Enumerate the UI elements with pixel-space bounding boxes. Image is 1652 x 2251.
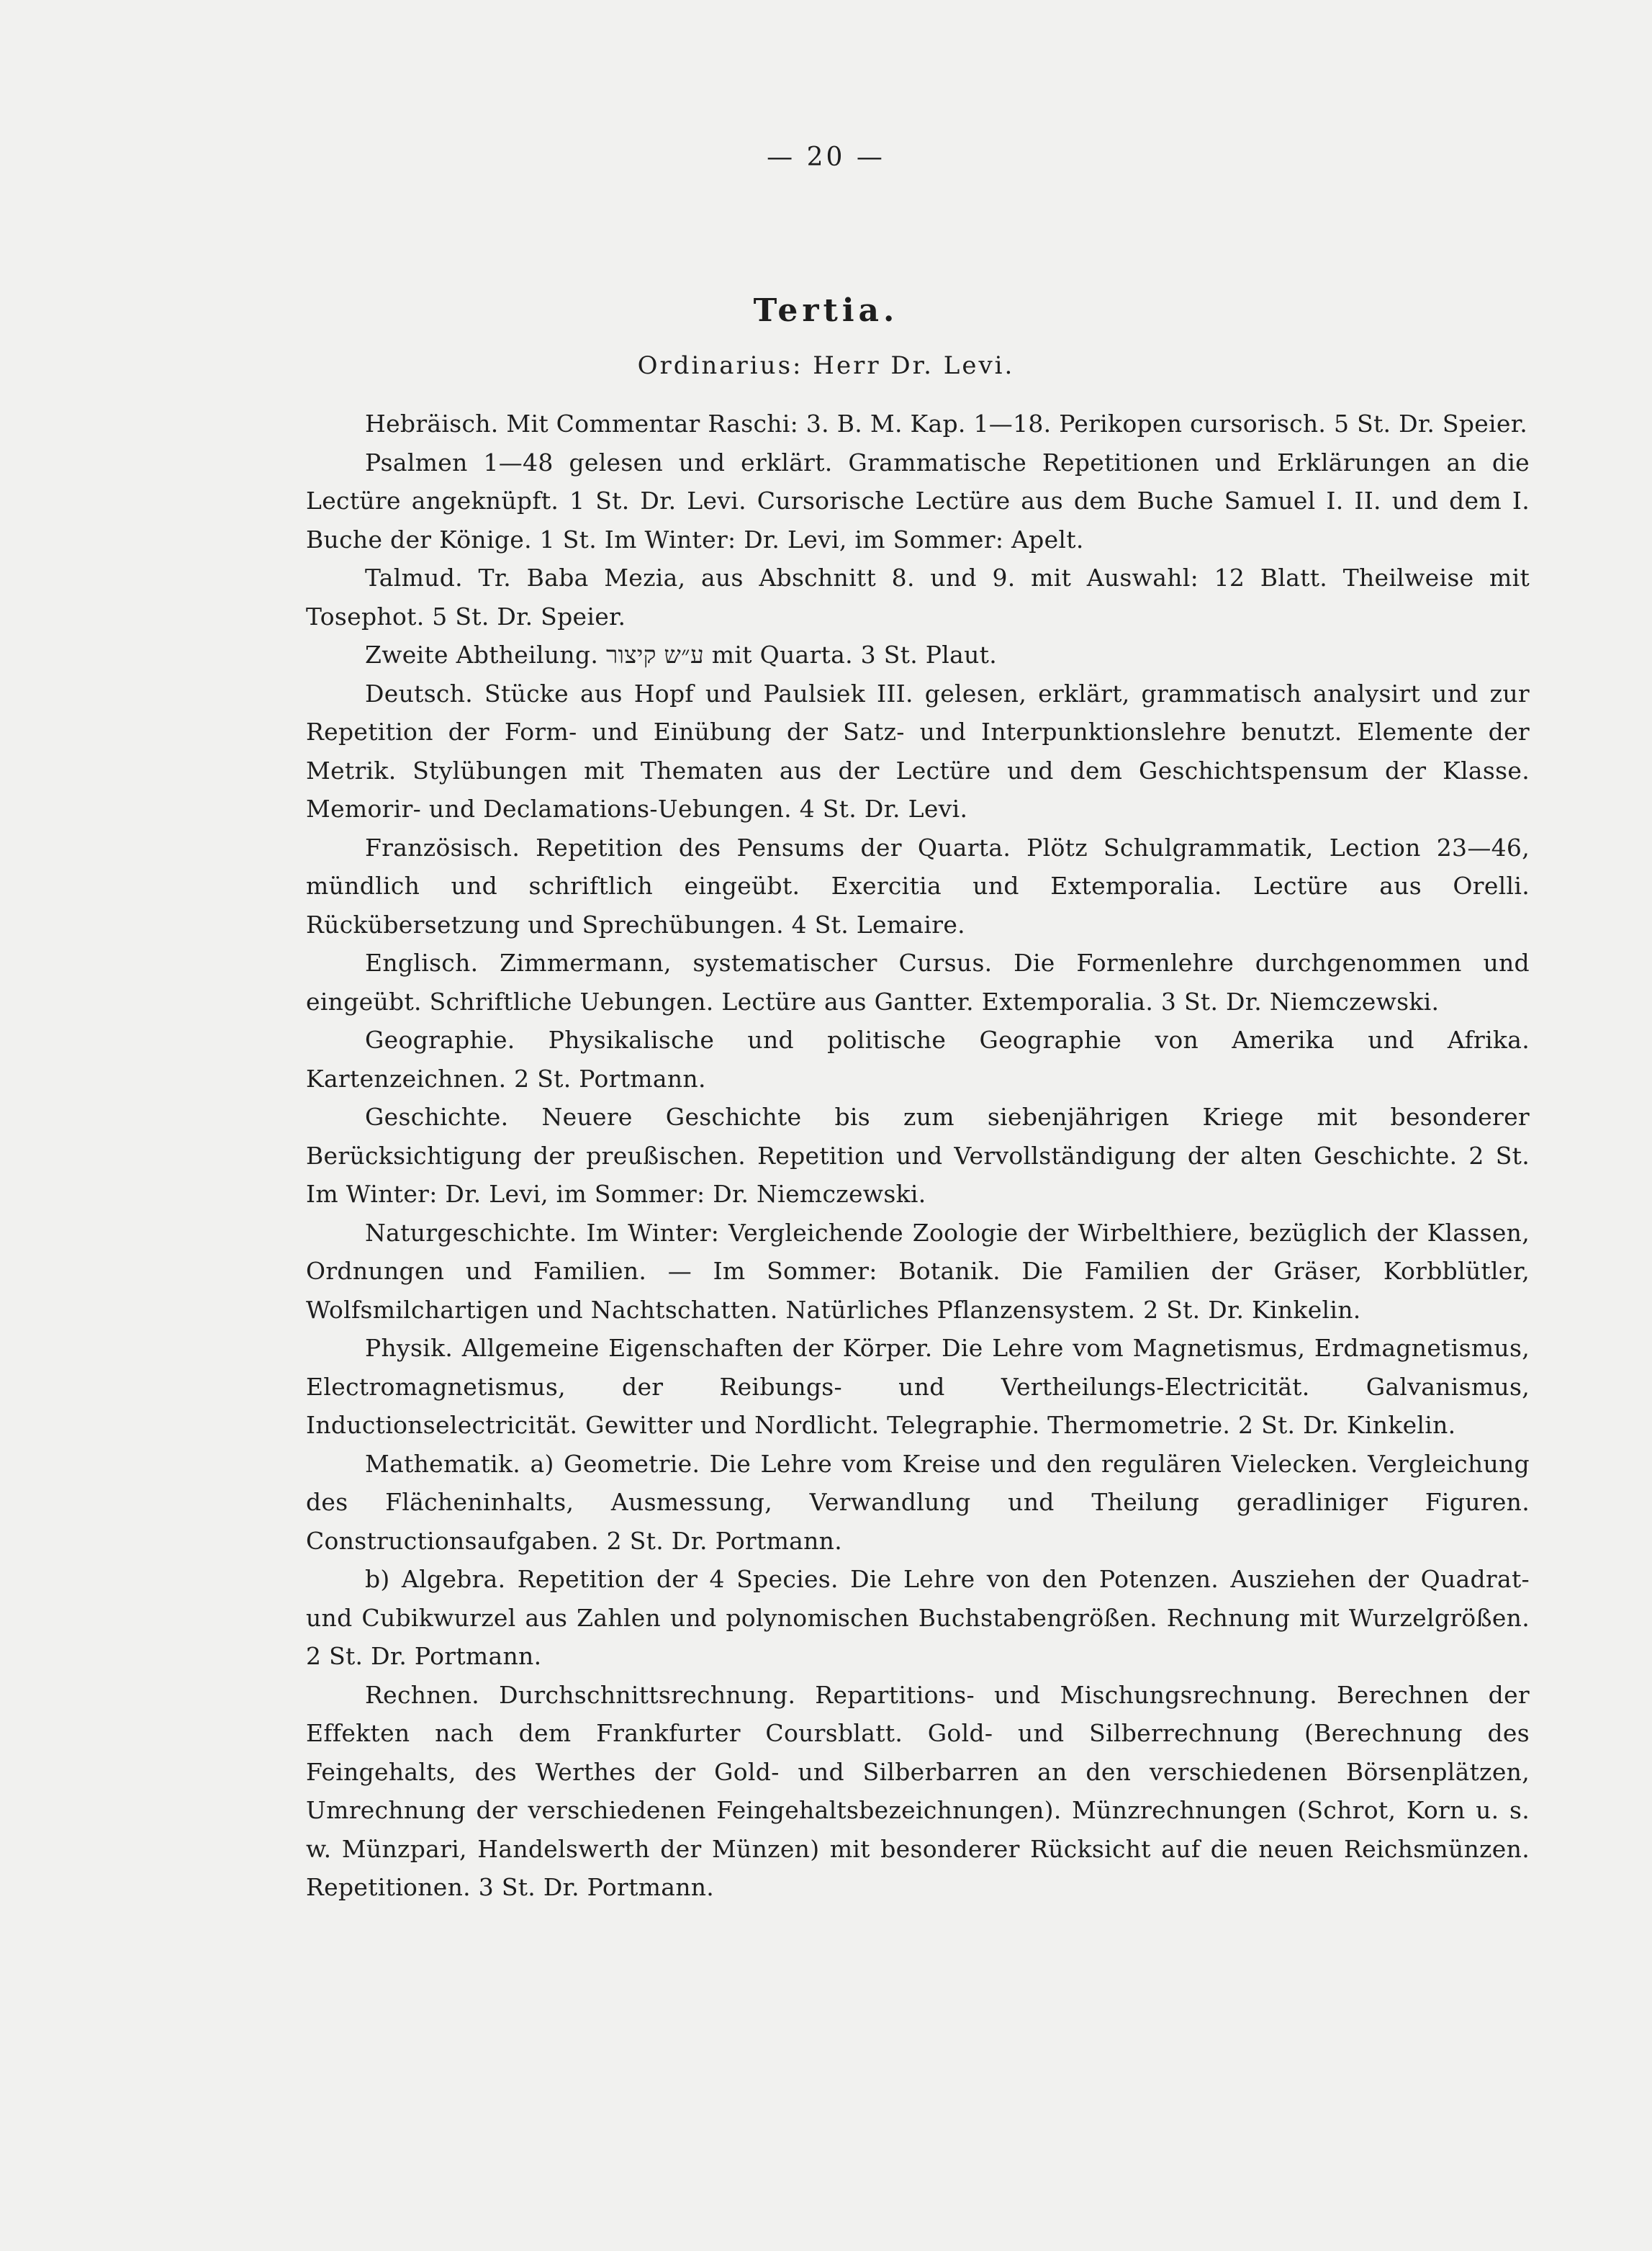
- paragraph-franzoesisch: Französisch. Repetition des Pensums der Quarta. Plötz Schulgrammatik, Lection 23—46, mündlich und schriftlich eingeübt. Exercitia und Extemporalia. Lectüre aus Orelli. Rückübersetzung und Sprechübungen. 4 St. Lemaire.: [306, 833, 1530, 939]
- paragraph-psalmen: Psalmen 1—48 gelesen und erklärt. Grammatische Repetitionen und Erklärungen an die Lectüre angeknüpft. 1 St. Dr. Levi. Cursorische Lectüre aus dem Buche Samuel I. II. und dem I. Buche der Könige. 1 St. Im Winter: Dr. Levi, im Sommer: Apelt.: [306, 448, 1530, 554]
- paragraph-zweite-abtheilung: Zweite Abtheilung. ע״ש קיצור mit Quarta. 3 St. Plaut.: [365, 641, 998, 669]
- section-title: Tertia.: [753, 292, 899, 329]
- paragraph-mathematik-algebra: b) Algebra. Repetition der 4 Species. Die Lehre von den Potenzen. Ausziehen der Quadrat- und Cubikwurzel aus Zahlen und polynomischen Buchstabengrößen. Rechnung mit Wurzelgrößen. 2 St. Dr. Portmann.: [306, 1565, 1530, 1670]
- paragraph-englisch: Englisch. Zimmermann, systematischer Cursus. Die Formenlehre durchgenommen und eingeübt. Schriftliche Uebungen. Lectüre aus Gantter. Extemporalia. 3 St. Dr. Niemczewski.: [306, 949, 1530, 1016]
- document-body: [306, 405, 1530, 1907]
- page-number: — 20 —: [767, 143, 885, 172]
- paragraph-geographie: Geographie. Physikalische und politische Geographie von Amerika und Afrika. Kartenzeichnen. 2 St. Portmann.: [306, 1026, 1530, 1093]
- paragraph-mathematik-geometrie: Mathematik. a) Geometrie. Die Lehre vom Kreise und den regulären Vielecken. Vergleichung des Flächeninhalts, Ausmessung, Verwandlung und Theilung geradliniger Figuren. Constructionsaufgaben. 2 St. Dr. Portmann.: [306, 1449, 1530, 1555]
- paragraph-talmud: Talmud. Tr. Baba Mezia, aus Abschnitt 8. und 9. mit Auswahl: 12 Blatt. Theilweise mit Tosephot. 5 St. Dr. Speier.: [306, 564, 1530, 631]
- paragraph-hebraeisch: Hebräisch. Mit Commentar Raschi: 3. B. M. Kap. 1—18. Perikopen cursorisch. 5 St. Dr. Speier.: [365, 410, 1527, 438]
- paragraph-deutsch: Deutsch. Stücke aus Hopf und Paulsiek III. gelesen, erklärt, grammatisch analysirt und zur Repetition der Form- und Einübung der Satz- und Interpunktionslehre benutzt. Elemente der Metrik. Stylübungen mit Thematen aus der Lectüre und dem Geschichtspensum der Klasse. Memorir- und Declamations-Uebungen. 4 St. Dr. Levi.: [306, 679, 1530, 823]
- paragraph-geschichte: Geschichte. Neuere Geschichte bis zum siebenjährigen Kriege mit besonderer Berücksichtigung der preußischen. Repetition und Vervollständigung der alten Geschichte. 2 St. Im Winter: Dr. Levi, im Sommer: Dr. Niemczewski.: [306, 1103, 1530, 1208]
- ordinarius-line: Ordinarius: Herr Dr. Levi.: [637, 351, 1015, 380]
- paragraph-physik: Physik. Allgemeine Eigenschaften der Körper. Die Lehre vom Magnetismus, Erdmagnetismus, Electromagnetismus, der Reibungs- und Vertheilungs-Electricität. Galvanismus, Inductionselectricität. Gewitter und Nordlicht. Telegraphie. Thermometrie. 2 St. Dr. Kinkelin.: [306, 1334, 1530, 1439]
- paragraph-naturgeschichte: Naturgeschichte. Im Winter: Vergleichende Zoologie der Wirbelthiere, bezüglich der Klassen, Ordnungen und Familien. — Im Sommer: Botanik. Die Familien der Gräser, Korbblütler, Wolfsmilchartigen und Nachtschatten. Natürliches Pflanzensystem. 2 St. Dr. Kinkelin.: [306, 1218, 1530, 1324]
- paragraph-rechnen: Rechnen. Durchschnittsrechnung. Repartitions- und Mischungsrechnung. Berechnen der Effekten nach dem Frankfurter Coursblatt. Gold- und Silberrechnung (Berechnung des Feingehalts, des Werthes der Gold- und Silberbarren an den verschiedenen Börsenplätzen, Umrechnung der verschiedenen Feingehaltsbezeichnungen). Münzrechnungen (Schrot, Korn u. s. w. Münzpari, Handelswerth der Münzen) mit besonderer Rücksicht auf die neuen Reichsmünzen. Repetitionen. 3 St. Dr. Portmann.: [306, 1680, 1530, 1901]
